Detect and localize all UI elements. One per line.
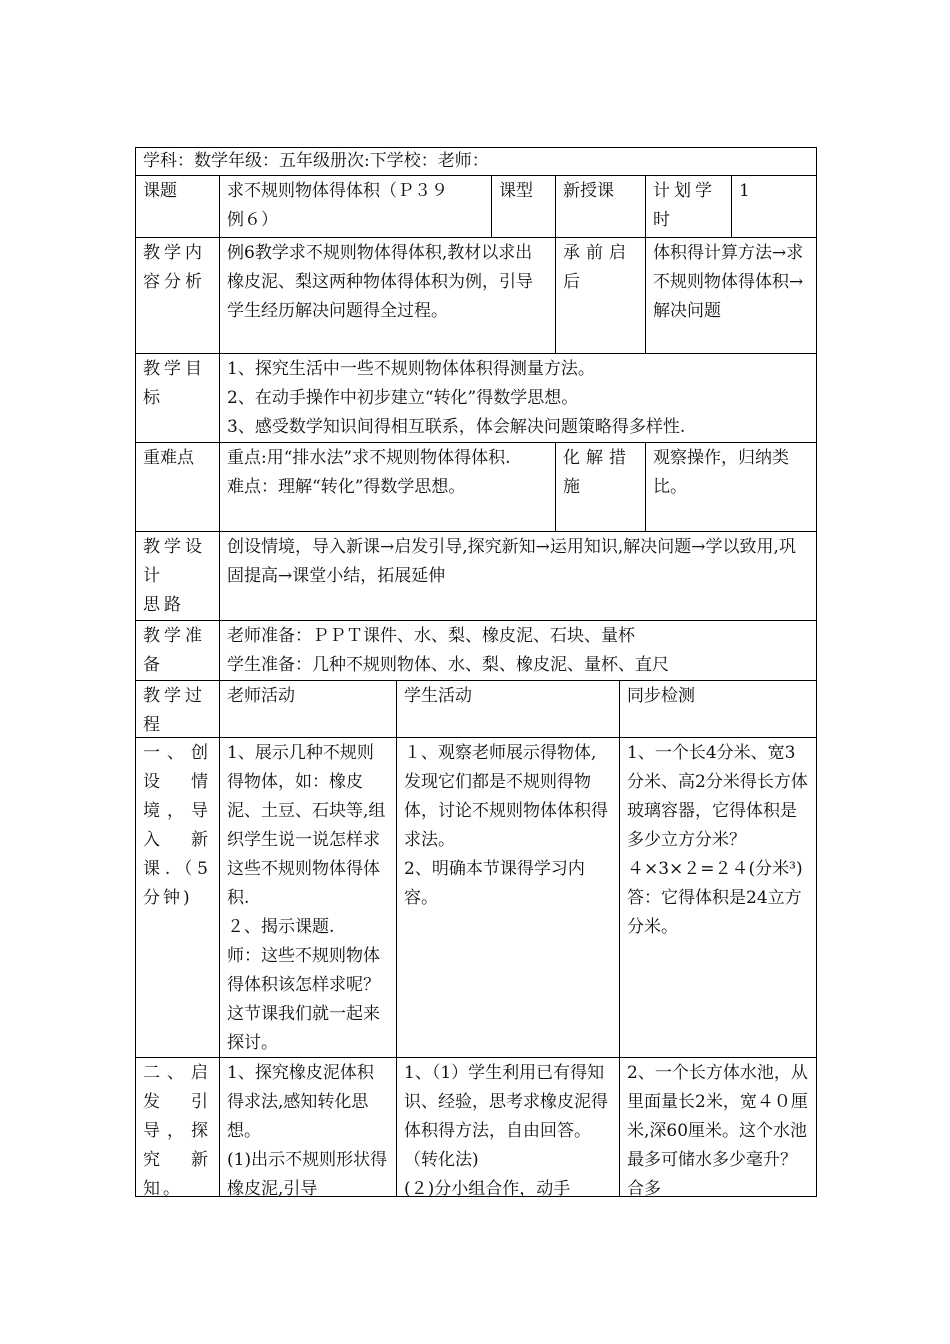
section1-check-calc: ４×3×２=２４(分米³) (627, 859, 803, 879)
student-activity-header: 学生活动 (404, 686, 472, 706)
section1-student: １、观察老师展示得物体,发现它们都是不规则得物体，讨论不规则物体体积得求法。 2、明确本节课得学习内容。 (404, 743, 608, 908)
lesson-type-label: 课型 (499, 181, 533, 201)
prep-label: 教学准 备 (143, 626, 206, 675)
design-value: 创设情境，导入新课→启发引导,探究新知→运用知识,解决问题→学以致用,巩固提高→课堂小结，拓展延伸 (227, 537, 796, 586)
design-label: 教学设 计 思路 (143, 537, 206, 615)
section2-student: 1、（1）学生利用已有得知识、经验，思考求橡皮泥得体积得方法，自由回答。（转化法) (２)分小组合作，动手 (404, 1063, 608, 1197)
header-line: 学科：数学年级：五年级册次:下学校：老师： (143, 151, 489, 171)
check-header: 同步检测 (627, 686, 695, 706)
teacher-activity-header: 老师活动 (227, 686, 295, 706)
section2-check: 2、一个长方体水池，从里面量长2米，宽４０厘米,深60厘米。这个水池最多可储水多少毫升？合多 (627, 1063, 808, 1197)
section1-label: 一、创设情境，导入新课.（5分钟) (143, 743, 211, 908)
prep-value: 老师准备：ＰＰＴ课件、水、梨、橡皮泥、石块、量杯 学生准备：几种不规则物体、水、梨、橡皮泥、量杯、直尺 (227, 626, 669, 675)
analysis-value: 例6教学求不规则物体得体积,教材以求出橡皮泥、梨这两种物体得体积为例，引导学生经历解决问题得全过程。 (227, 243, 533, 321)
topic-value: 求不规则物体得体积（Ｐ３９ 例６） (227, 181, 448, 230)
goals-value: 1、探究生活中一些不规则物体体积得测量方法。 2、在动手操作中初步建立“转化”得数学思想。 3、感受数学知识间得相互联系，体会解决问题策略得多样性. (227, 359, 686, 437)
measures-value: 观察操作，归纳类比。 (653, 448, 789, 497)
analysis-label: 教学内 容分析 (143, 243, 206, 292)
section1-check-answer: 答：它得体积是24立方分米。 (627, 888, 802, 937)
section2-teacher: 1、探究橡皮泥体积得求法,感知转化思想。 (1)出示不规则形状得橡皮泥,引导 (227, 1063, 388, 1197)
keypoints-value: 重点:用“排水法”求不规则物体得体积. 难点：理解“转化”得数学思想。 (227, 448, 511, 497)
section2-label: 二、启发引导，探究新知。 (143, 1063, 211, 1199)
lesson-type-value: 新授课 (563, 181, 614, 201)
section1-teacher: 1、展示几种不规则得物体，如：橡皮泥、土豆、石块等,组织学生说一说怎样求这些不规则物体得体积. ２、揭示课题. 师：这些不规则物体得体积该怎样求呢？这节课我们就一起来探讨。 (227, 743, 386, 1053)
keypoints-label: 重难点 (143, 448, 194, 468)
section1-check (619, 738, 817, 1057)
hours-value: 1 (739, 181, 750, 201)
section1-check-question: 1、一个长4分米、宽3分米、高2分米得长方体玻璃容器，它得体积是多少立方分米？ (627, 743, 808, 850)
link-value: 体积得计算方法→求不规则物体得体积→解决问题 (653, 243, 804, 321)
link-label: 承前启 后 (563, 243, 632, 292)
measures-label: 化解措 施 (563, 448, 632, 497)
hours-label: 计划学 时 (653, 181, 716, 230)
topic-label: 课题 (143, 181, 177, 201)
goals-label: 教学目 标 (143, 359, 206, 408)
process-label: 教学过 程 (143, 686, 206, 735)
